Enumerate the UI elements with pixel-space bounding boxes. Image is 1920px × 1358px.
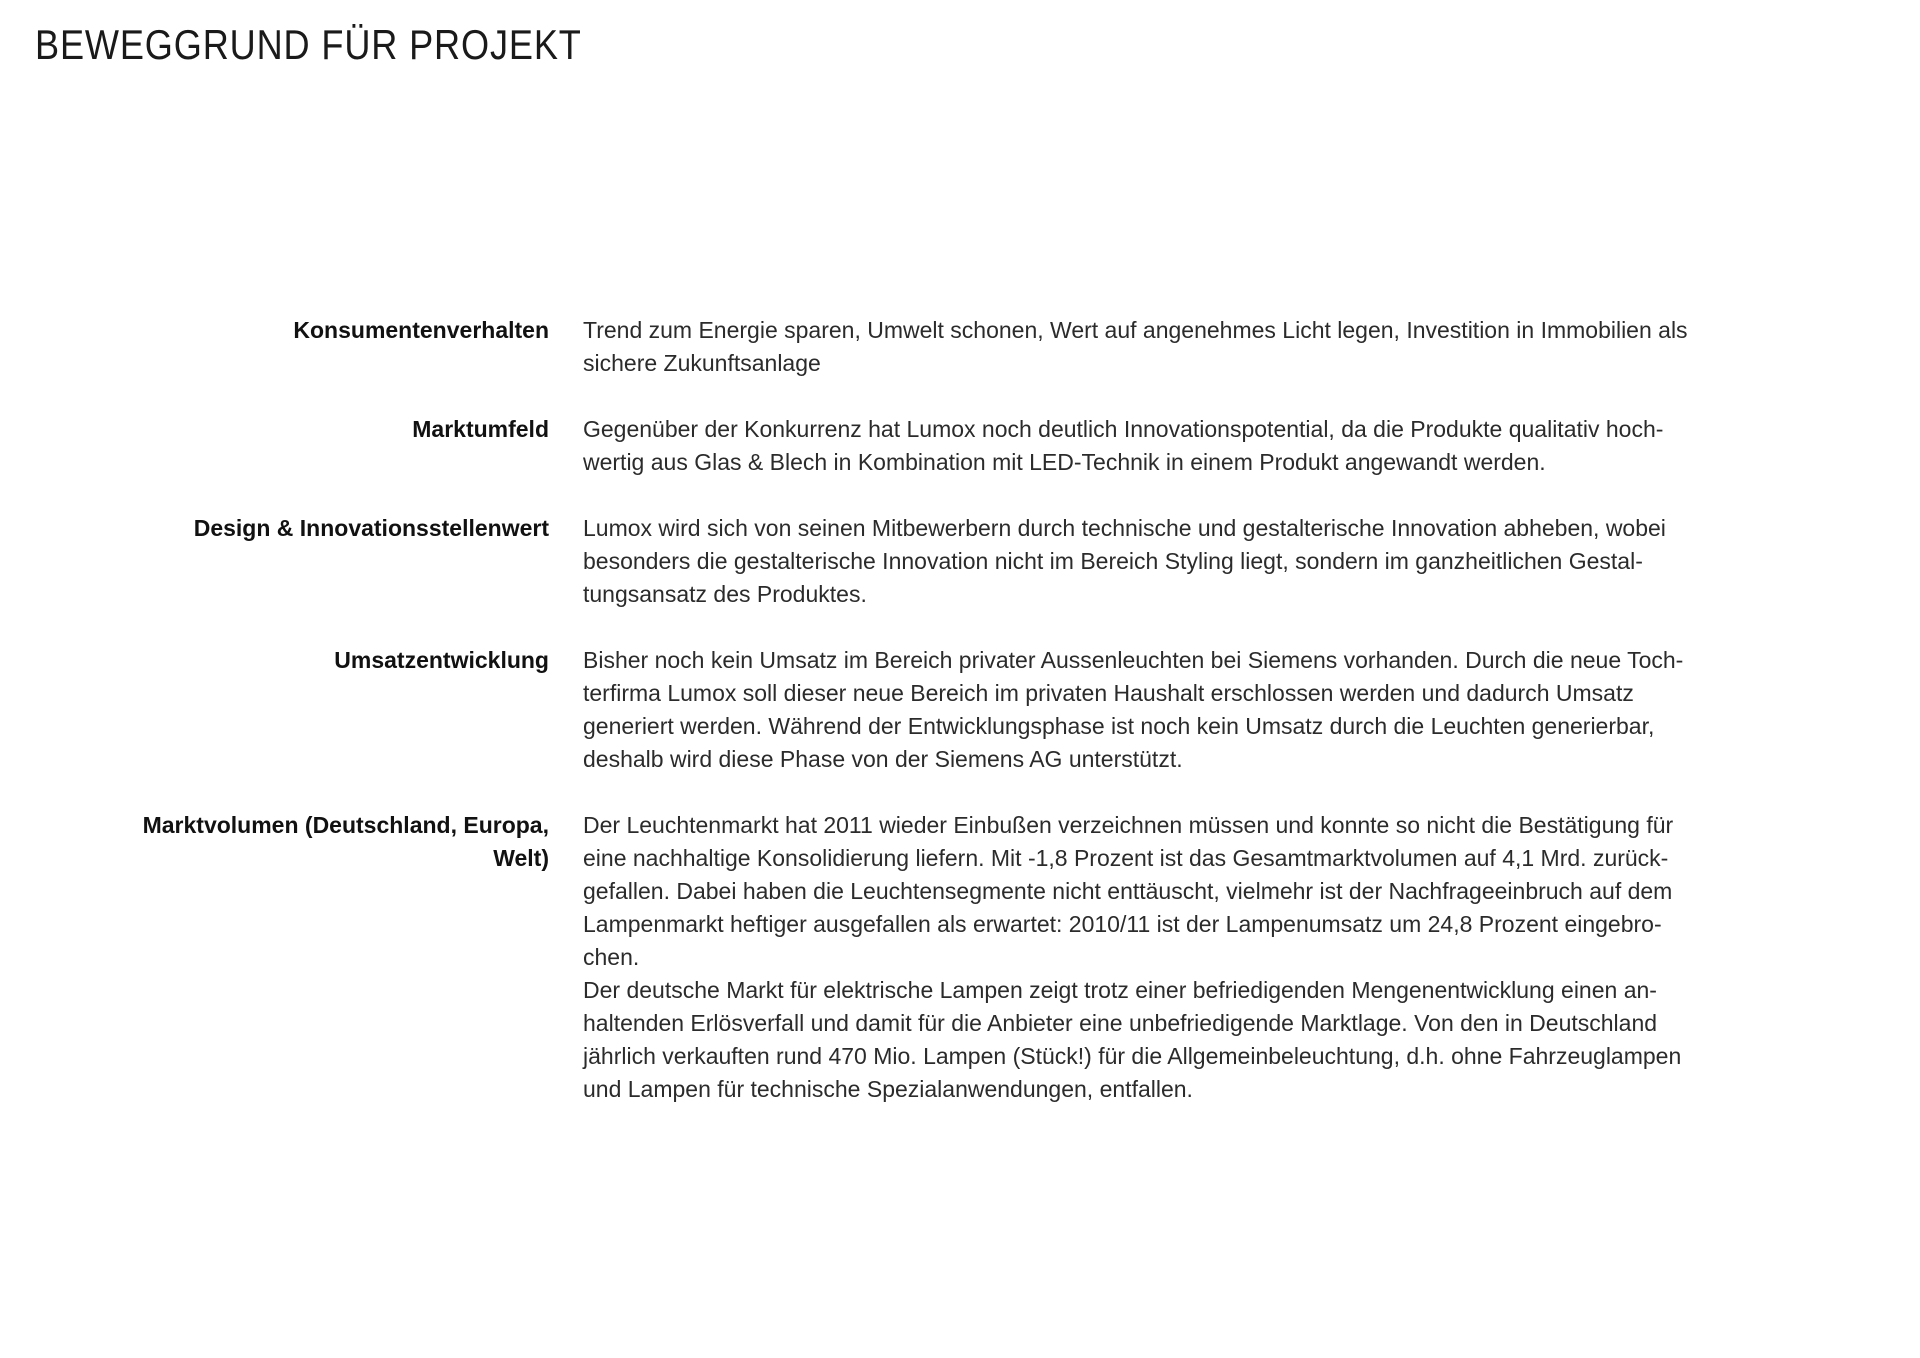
text-line: besonders die gestalterische Innovation nicht im Bereich Styling liegt, sondern im ganzheitlichen Gestal-: [583, 548, 1643, 574]
section-label: [0, 413, 549, 479]
text-line: deshalb wird diese Phase von der Siemens AG unterstützt.: [583, 746, 1183, 772]
text-line: Lampenmarkt heftiger ausgefallen als erwartet: 2010/11 ist der Lampenumsatz um 24,8 Prozent eingebro-: [583, 911, 1662, 937]
section-label-line: Konsumentenverhalten: [293, 317, 549, 343]
text-line: Lumox wird sich von seinen Mitbewerbern durch technische und gestalterische Innovation abheben, wobei: [583, 515, 1666, 541]
text-line: Der Leuchtenmarkt hat 2011 wieder Einbußen verzeichnen müssen und konnte so nicht die Bestätigung für: [583, 812, 1674, 838]
text-line: wertig aus Glas & Blech in Kombination mit LED-Technik in einem Produkt angewandt werden.: [583, 449, 1546, 475]
section-text: [583, 809, 1888, 1106]
text-line: und Lampen für technische Spezialanwendungen, entfallen.: [583, 1076, 1193, 1102]
text-line: haltenden Erlösverfall und damit für die Anbieter eine unbefriedigende Marktlage. Von den in Deutschland: [583, 1010, 1658, 1036]
section-marktumfeld: [0, 413, 1920, 479]
section-label: [0, 644, 549, 776]
section-text: [583, 644, 1888, 776]
section-label-line: Design & Innovationsstellenwert: [193, 515, 549, 541]
text-line: Gegenüber der Konkurrenz hat Lumox noch deutlich Innovationspotential, da die Produkte qualitativ hoch-: [583, 416, 1664, 442]
section-label-line: Welt): [493, 845, 549, 871]
page-title: BEWEGGRUND FÜR PROJEKT: [35, 21, 582, 68]
section-label: [0, 512, 549, 611]
section-text: [583, 314, 1888, 380]
section-label: [0, 809, 549, 1106]
section-konsumentenverhalten: [0, 314, 1920, 380]
text-line: jährlich verkauften rund 470 Mio. Lampen (Stück!) für die Allgemeinbeleuchtung, d.h. ohne Fahrzeuglampen: [583, 1043, 1682, 1069]
text-line: eine nachhaltige Konsolidierung liefern. Mit -1,8 Prozent ist das Gesamtmarktvolumen auf 4,1 Mrd. zurück-: [583, 845, 1669, 871]
text-line: chen.: [583, 944, 640, 970]
section-umsatzentwicklung: [0, 644, 1920, 776]
text-line: Bisher noch kein Umsatz im Bereich privater Aussenleuchten bei Siemens vorhanden. Durch die neue Toch-: [583, 647, 1684, 673]
text-line: Trend zum Energie sparen, Umwelt schonen, Wert auf angenehmes Licht legen, Investition in Immobilien als: [583, 317, 1688, 343]
section-marktvolumen: [0, 809, 1920, 1106]
text-line: sichere Zukunftsanlage: [583, 350, 821, 376]
section-label-line: Marktvolumen (Deutschland, Europa,: [142, 812, 549, 838]
text-line: Der deutsche Markt für elektrische Lampen zeigt trotz einer befriedigenden Mengenentwicklung einen an-: [583, 977, 1657, 1003]
section-text: [583, 512, 1888, 611]
section-design-innovation: [0, 512, 1920, 611]
section-label: [0, 314, 549, 380]
section-text: [583, 413, 1888, 479]
section-label-line: Marktumfeld: [412, 416, 549, 442]
text-line: tungsansatz des Produktes.: [583, 581, 867, 607]
section-label-line: Umsatzentwicklung: [334, 647, 549, 673]
text-line: gefallen. Dabei haben die Leuchtensegmente nicht enttäuscht, vielmehr ist der Nachfrageeinbruch auf dem: [583, 878, 1673, 904]
text-line: terfirma Lumox soll dieser neue Bereich im privaten Haushalt erschlossen werden und dadurch Umsatz: [583, 680, 1634, 706]
text-line: generiert werden. Während der Entwicklungsphase ist noch kein Umsatz durch die Leuchten generierbar,: [583, 713, 1655, 739]
sections-list: [0, 314, 1920, 1139]
